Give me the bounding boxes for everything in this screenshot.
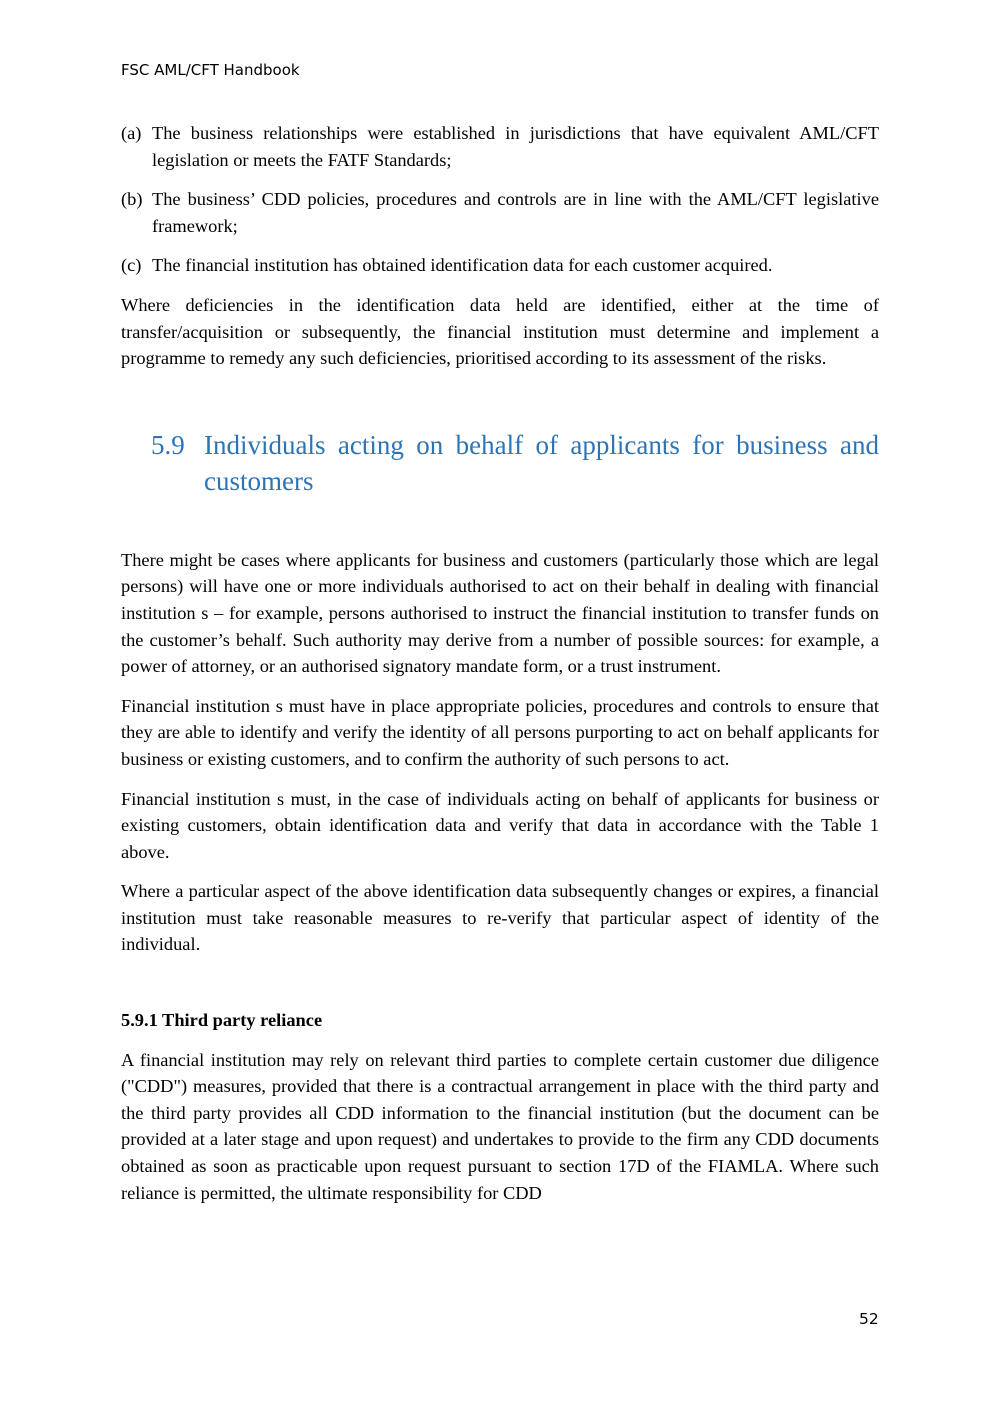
list-marker: (b) (121, 189, 143, 210)
body-paragraph: There might be cases where applicants for business and customers (particularly those which are legal persons) will have one or more individuals authorised to act on their behalf in dealing with financial institution s – for example, persons authorised to instruct the financial institution to transfer funds on the customer’s behalf. Such authority may derive from a number of possible sources: for example, a power of attorney, or an authorised signatory mandate form, or a trust instrument. (121, 549, 879, 677)
list-item-text: The business relationships were established in jurisdictions that have equivalent AML/CFT legislation or meets the FATF Standards; (152, 123, 879, 170)
subsection-heading: 5.9.1 Third party reliance (121, 1010, 323, 1031)
list-item (121, 120, 879, 173)
page-content (121, 120, 879, 1219)
section-title: Individuals acting on behalf of applicants for business and customers (204, 429, 879, 496)
intro-paragraph: Where deficiencies in the identification data held are identified, either at the time of transfer/acquisition or subsequently, the financial institution must determine and implement a programme to remedy any such deficiencies, prioritised according to its assessment of the risks. (121, 294, 879, 369)
section-number: 5.9 (151, 429, 185, 460)
running-header: FSC AML/CFT Handbook (121, 61, 300, 79)
list-item-text: The business’ CDD policies, procedures and controls are in line with the AML/CFT legislative framework; (152, 189, 879, 236)
body-paragraph: A financial institution may rely on relevant third parties to complete certain customer due diligence ("CDD") measures, provided that there is a contractual arrangement in place with the third party and the third party provides all CDD information to the financial institution (but the document can be provided at a later stage and upon request) and undertakes to provide to the firm any CDD documents obtained as soon as practicable upon request pursuant to section 17D of the FIAMLA. Where such reliance is permitted, the ultimate responsibility for CDD (121, 1049, 879, 1203)
list-item (121, 186, 879, 239)
list-item-text: The financial institution has obtained identification data for each customer acquired. (152, 255, 773, 276)
body-paragraph: Financial institution s must, in the case of individuals acting on behalf of applicants for business or existing customers, obtain identification data and verify that data in accordance with the Table 1 above. (121, 788, 879, 862)
list-marker: (a) (121, 123, 142, 143)
body-paragraph: Where a particular aspect of the above identification data subsequently changes or expires, a financial institution must take reasonable measures to re-verify that particular aspect of identity of the individual. (121, 881, 879, 955)
list-item (121, 252, 879, 279)
section-heading (151, 427, 879, 499)
body-paragraph: Financial institution s must have in place appropriate policies, procedures and controls to ensure that they are able to identify and verify the identity of all persons purporting to act on behalf applicants for business or existing customers, and to confirm the authority of such persons to act. (121, 695, 879, 769)
list-marker: (c) (121, 255, 142, 276)
page-number: 52 (859, 1310, 879, 1328)
